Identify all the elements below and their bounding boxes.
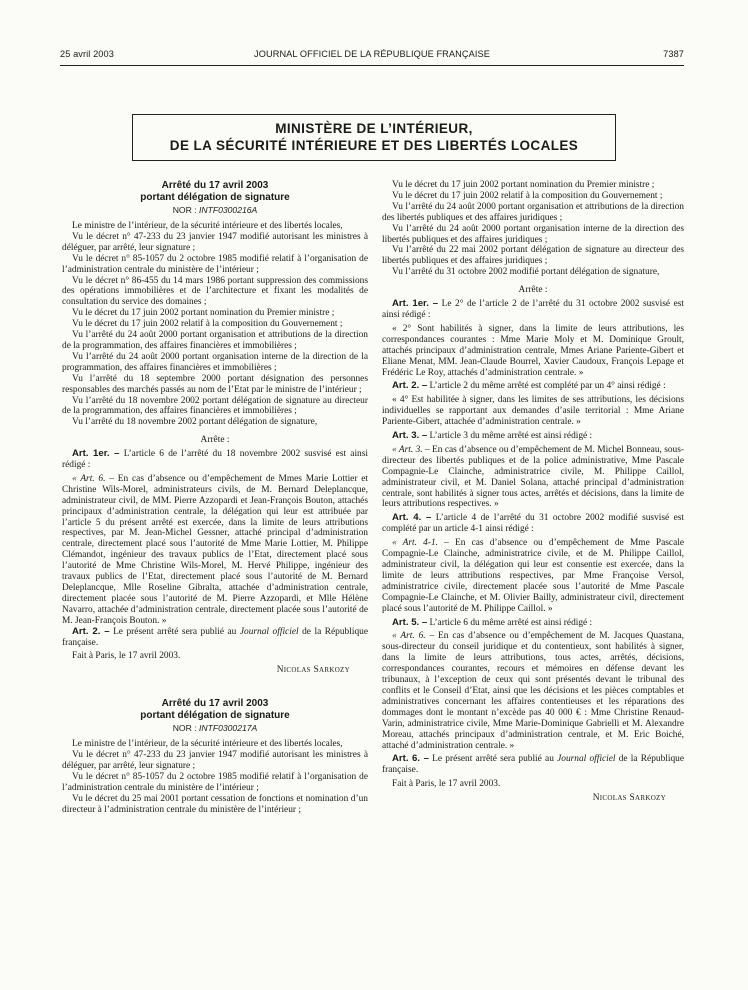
decree1-nor-label: NOR : [172,205,199,215]
page-header [60,49,684,63]
decree2-para: Vu le décret du 17 juin 2002 relatif à la composition du Gouvernement ; [392,190,663,201]
decree2-arrete: Arrête : [518,285,548,296]
decree2-art6-label: Art. 6. – [392,753,429,765]
ministry-line-1: MINISTÈRE DE L’INTÉRIEUR, [275,121,473,136]
decree1-para: Vu le décret du 17 juin 2002 portant nomination du Premier ministre ; [72,308,335,319]
decree2-art4-quote-text: En cas d’absence ou d’empêchement de Mme Pascale Compagnie-Le Clainche, administratrice civile, et de M. Philippe Caillol, administrateur civil, la délégation qui leur est consentie est exercée, dans la limite de leurs attributions respectives, par Mme Françoise Versol, administratrice civile, directement placée sous l’autorité de Mme Pascale Compagnie-Le Clainche, et M. Olivier Bailly, administrateur civil, directement placé sous l’autorité de M. Philippe Caillol. » [382,538,685,614]
decree2-title-line1: Arrêté du 17 avril 2003 [161,698,269,710]
decree1-art1-quote-label: « Art. 6. – [72,473,114,484]
decree1-article-1-quote [62,474,368,627]
decree2-art6-text-a: Le présent arrêté sera publié au [432,754,558,765]
decree2-art4-quote-label: « Art. 4-1. – [392,538,449,549]
decree2-para: Vu l’arrêté du 31 octobre 2002 modifié portant délégation de signature, [392,267,660,278]
decree2-art1-text: Le 2° de l’article 2 de l’arrêté du 31 octobre 2002 susvisé est ainsi rédigé : [382,299,685,320]
decree2-para: Vu le décret n° 85-1057 du 2 octobre 1985 modifié relatif à l’organisation de l’administration centrale du ministère de l’intérieur ; [62,771,368,793]
decree1-para: Vu l’arrêté du 18 novembre 2002 portant délégation de signature, [72,417,318,428]
decree2-art5-quote-text: En cas d’absence ou d’empêchement de M. Jacques Quastana, sous-directeur du conseil juridique et du contentieux, sont habilités à signer, dans la limite de leurs attributions, tous actes, arrêtés, décisions, correspondances courantes, recours et mémoires en défense devant les tribunaux, à l’exception de ceux qui sont présentés devant le tribunal des conflits et le Conseil d’Etat, ainsi que les décisions et les pièces comptables et administratives concernant les affaires contentieuses et les réparations des dommages dont le montant n’excède pas 40 000 € : Mme Christine Renaud-Varin, administratrice civile, Mme Marie-Dominique Gabrielli et M. Alexandre Moreau, attachés principaux d’administration centrale, et M. Eric Boiché, attaché d’administration centrale. » [382,631,685,751]
decree1-para: Vu l’arrêté du 18 novembre 2002 portant délégation de signature au directeur de la programmation, des affaires financières et immobilières ; [62,395,368,417]
right-column [382,180,684,804]
decree1-title-line1: Arrêté du 17 avril 2003 [161,180,269,191]
ministry-heading-box [132,114,616,161]
decree2-art2-text: L’article 2 du même arrêté est complété par un 4° ainsi rédigé : [429,381,666,392]
decree2-article-2-quote: « 4° Est habilitée à signer, dans les limites de ses attributions, les décisions individuelles se rapportant aux demandes d’asile territorial : Mme Ariane Pariente-Gibert, attachée d’administration centrale. » [382,395,684,428]
decree2-art6-journal: Journal officiel [557,754,616,765]
decree1-para: Le ministre de l’intérieur, de la sécurité intérieure et des libertés locales, [72,221,343,231]
decree1-nor [62,204,368,216]
decree2-para: Vu le décret n° 47-233 du 23 janvier 1947 modifié autorisant les ministres à déléguer, par arrêté, leur signature ; [62,750,368,772]
decree2-art6-text-b: de la République française. [382,754,685,776]
decree1-article-2 [62,627,368,649]
decree2-article-3-quote [382,445,684,510]
decree2-article-1-quote: « 2° Sont habilités à signer, dans la limite de leurs attributions, les correspondances courantes : Mme Marie Moly et M. Dominique Groult, attachés principaux d’administration centrale, Mmes Ariane Pariente-Gibert et Eliane Menat, MM. Jean-Claude Bourrel, Xavier Caudoux, François Lepage et Frédéric Le Roy, attachés d’administration centrale. » [382,323,684,378]
decree1-para: Vu le décret du 17 juin 2002 relatif à la composition du Gouvernement ; [72,319,343,330]
decree2-nor [62,722,368,734]
decree1-para: Vu l’arrêté du 24 août 2000 portant organisation et attributions de la direction de la programmation, des affaires financières et immobilières ; [62,330,368,351]
decree1-signature: Nicolas Sarkozy [276,665,350,676]
decree2-para: Vu le décret du 25 mai 2001 portant cessation de fonctions et nomination d’un directeur à l’administration centrale du ministère de l’intérieur ; [62,793,368,815]
header-page-number: 7387 [663,49,684,59]
header-rule [60,65,684,66]
decree1-article-1 [62,449,368,471]
decree2-art3-quote-label: « Art. 3. – [392,444,430,455]
header-journal-title: JOURNAL OFFICIEL DE LA RÉPUBLIQUE FRANÇAISE [254,49,490,59]
decree1-para: Vu le décret n° 86-455 du 14 mars 1986 portant suppression des commissions des opérations immobilières et de l’architecture et fixant les modalités de consultation du service des domaines ; [62,275,368,308]
decree2-para: Vu l’arrêté du 24 août 2000 portant organisation et attributions de la direction des libertés publiques et des affaires juridiques ; [382,201,684,223]
decree2-article-3 [382,431,684,442]
decree1-art2-text-a: Le présent arrêté sera publié au [113,626,240,637]
decree2-article-4 [382,513,684,535]
decree1-arrete: Arrête : [200,435,230,446]
decree2-art2-label: Art. 2. – [392,380,428,392]
decree1-art2-text-b: de la République française. [62,626,368,648]
decree2-article-4-quote [382,538,684,614]
decree-separator [62,676,368,698]
decree1-para: Vu l’arrêté du 24 août 2000 portant organisation interne de la direction de la programmation, des affaires financières et immobilières ; [62,351,368,373]
decree1-art2-journal: Journal officiel [239,626,299,637]
decree2-para: Vu le décret du 17 juin 2002 portant nomination du Premier ministre ; [392,180,655,190]
decree2-para: Vu l’arrêté du 24 août 2000 portant organisation interne de la direction des libertés publiques et des affaires juridiques ; [382,223,684,245]
decree2-art3-text: L’article 3 du même arrêté est ainsi rédigé : [429,431,593,442]
decree2-art3-label: Art. 3. – [392,430,428,442]
decree2-art5-quote-label: « Art. 6. – [392,631,435,642]
decree1-nor-code: INTF0300216A [198,205,258,215]
decree2-art3-quote-text: En cas d’absence ou d’empêchement de M. Michel Bonneau, sous-directeur des libertés publiques et de la police administrative, Mme Pascale Compagnie-Le Clainche, administratrice civile, M. Philippe Caillol, administrateur civil, et M. Daniel Solana, attaché principal d’administration centrale, sont habilités à signer tous actes, arrêtés et décisions, dans la limite de leurs attributions respectives. » [382,444,685,510]
decree2-nor-label: NOR : [172,723,199,734]
decree1-title-line2: portant délégation de signature [140,191,290,203]
decree2-para: Le ministre de l’intérieur, de la sécurité intérieure et des libertés locales, [72,739,343,750]
decree2-art4-label: Art. 4. – [392,512,432,524]
left-column [62,180,368,816]
decree1-art1-text: L’article 6 de l’arrêté du 18 novembre 2002 susvisé est ainsi rédigé : [62,449,368,471]
decree2-art5-label: Art. 5. – [392,616,428,628]
decree2-article-6 [382,754,684,776]
decree1-para: Vu le décret n° 47-233 du 23 janvier 1947 modifié autorisant les ministres à déléguer, par arrêté, leur signature ; [62,231,368,253]
decree2-signature: Nicolas Sarkozy [592,793,666,804]
decree1-para: Vu l’arrêté du 18 septembre 2000 portant désignation des personnes responsables des marchés passés au nom de l’Etat par le ministre de l’intérieur ; [62,373,368,395]
decree2-article-2 [382,381,684,392]
decree2-nor-code: INTF0300217A [198,723,258,734]
decree1-art2-label: Art. 2. – [72,625,110,637]
decree1-para: Vu le décret n° 85-1057 du 2 octobre 1985 modifié relatif à l’organisation de l’administration centrale du ministère de l’intérieur ; [62,253,368,275]
decree2-art5-text: L’article 6 du même arrêté est ainsi rédigé : [429,617,593,628]
decree2-art1-label: Art. 1er. – [392,298,439,310]
header-date: 25 avril 2003 [60,49,114,59]
decree2-para: Vu l’arrêté du 22 mai 2002 portant délégation de signature au directeur des libertés publiques et des affaires juridiques ; [382,245,684,267]
decree2-article-5 [382,618,684,629]
decree1-art1-label: Art. 1er. – [72,448,120,460]
decree1-art1-quote-text: En cas d’absence ou d’empêchement de Mmes Marie Lottier et Christine Wils-Morel, administrateurs civils, de M. Bernard Deleplancque, administrateur civil, de MM. Pierre Azzopardi et Jean-François Bouton, attachés principaux d’administration centrale, la délégation qui leur est attribuée par l’article 5 du présent arrêté est exercée, dans la limite de leurs attributions respectives, par M. Jean-Michel Gessner, attaché principal d’administration centrale, directement placé sous l’autorité de Mme Marie Lottier, M. Philippe Clémandot, ingénieur des travaux publics de l’Etat, directement placé sous l’autorité de Mme Christine Wils-Morel, M. Hervé Philippe, ingénieur des travaux publics de l’Etat, directement placé sous l’autorité de M. Bernard Deleplancque, Mlle Roseline Gibralta, attachée d’administration centrale, directement placée sous l’autorité de M. Pierre Azzopardi, et Mlle Hélène Navarro, attachée d’administration centrale, directement placée sous l’autorité de M. Jean-François Bouton. » [62,473,369,626]
ministry-line-2: DE LA SÉCURITÉ INTÉRIEURE ET DES LIBERTÉS LOCALES [169,138,579,153]
decree1-done-at: Fait à Paris, le 17 avril 2003. [72,651,181,662]
decree2-title-line2: portant délégation de signature [140,709,290,721]
decree2-article-5-quote [382,631,684,751]
decree2-done-at: Fait à Paris, le 17 avril 2003. [392,779,501,790]
decree2-article-1 [382,299,684,321]
decree2-art4-text: L’article 4 de l’arrêté du 31 octobre 2002 modifié susvisé est complété par un article 4-1 ainsi rédigé : [382,513,684,535]
